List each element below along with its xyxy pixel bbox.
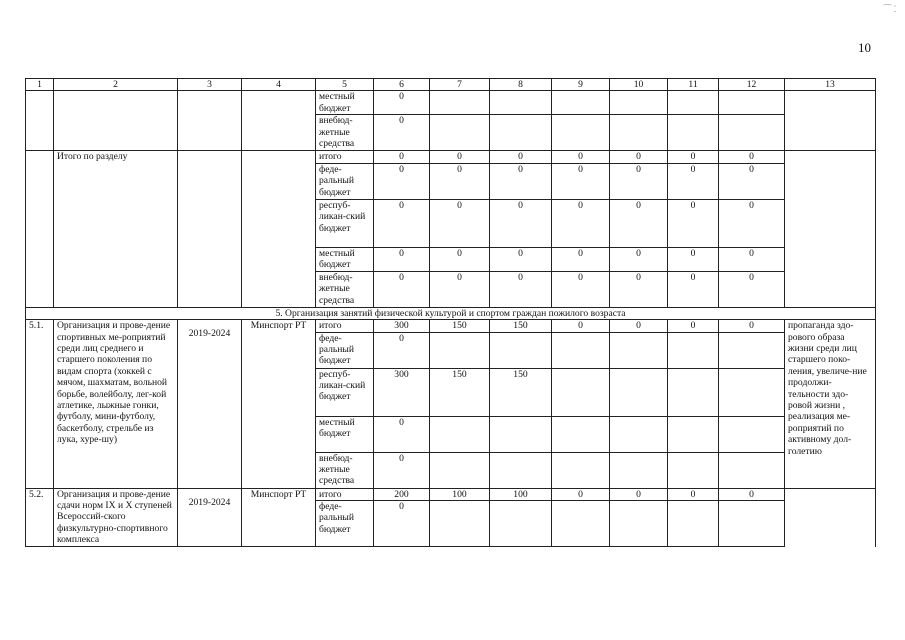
value-cell: 0 [719, 163, 785, 199]
value-cell: 0 [668, 320, 719, 332]
value-cell: 0 [374, 163, 430, 199]
section-title: 5. Организация занятий физической культурой и спортом граждан пожилого возраста [26, 307, 876, 319]
value-cell: 0 [374, 91, 430, 115]
value-cell: 0 [490, 163, 552, 199]
value-cell: 0 [430, 271, 490, 307]
value-cell: 0 [668, 199, 719, 247]
funding-source-label: местный бюджет [316, 416, 374, 452]
item-executor: Минспорт РТ [242, 320, 316, 488]
value-cell: 0 [610, 320, 668, 332]
value-cell: 0 [374, 452, 430, 488]
value-cell: 0 [490, 271, 552, 307]
column-number: 4 [242, 79, 316, 91]
value-cell: 0 [610, 151, 668, 163]
item-period: 2019-2024 [178, 320, 242, 488]
value-cell: 0 [490, 247, 552, 271]
value-cell: 0 [490, 151, 552, 163]
value-cell: 0 [610, 163, 668, 199]
funding-source-label: респуб-ликан-ский бюджет [316, 199, 374, 247]
funding-source-label: местный бюджет [316, 91, 374, 115]
value-cell: 0 [430, 151, 490, 163]
funding-source-label: феде-ральный бюджет [316, 163, 374, 199]
value-cell: 0 [719, 488, 785, 500]
value-cell: 0 [552, 151, 610, 163]
value-cell: 0 [552, 247, 610, 271]
value-cell: 150 [490, 320, 552, 332]
value-cell: 0 [552, 271, 610, 307]
funding-source-label: итого [316, 320, 374, 332]
value-cell: 0 [610, 199, 668, 247]
value-cell: 0 [719, 320, 785, 332]
table-header-row [26, 79, 876, 91]
column-number: 7 [430, 79, 490, 91]
value-cell: 0 [719, 151, 785, 163]
value-cell: 0 [374, 332, 430, 368]
column-number: 6 [374, 79, 430, 91]
column-number: 12 [719, 79, 785, 91]
funding-source-label: феде-ральный бюджет [316, 332, 374, 368]
funding-source-label: респуб-ликан-ский бюджет [316, 368, 374, 416]
value-cell: 0 [610, 488, 668, 500]
value-cell: 0 [668, 271, 719, 307]
value-cell: 0 [552, 488, 610, 500]
value-cell: 0 [719, 247, 785, 271]
item-name: Организация и прове-дение спортивных ме-роприятий среди лиц среднего и старшего поколения по видам спорта (хоккей с мячом, шахматам, вольной борьбе, волейболу, лег-кой атлетике, лыжные гонки, футболу, мини-футболу, баскетболу, стрельбе из лука, хуре-шу) [54, 320, 178, 488]
item-number: 5.2. [26, 488, 54, 546]
value-cell: 0 [719, 271, 785, 307]
column-number: 10 [610, 79, 668, 91]
table-row [26, 91, 876, 115]
funding-source-label: итого [316, 488, 374, 500]
value-cell: 0 [668, 163, 719, 199]
column-number: 8 [490, 79, 552, 91]
value-cell: 0 [668, 488, 719, 500]
page-number: 10 [858, 40, 871, 55]
value-cell: 100 [490, 488, 552, 500]
column-number: 11 [668, 79, 719, 91]
corner-mark: ⁀ ⁚ [884, 4, 897, 14]
value-cell: 200 [374, 488, 430, 500]
value-cell: 0 [430, 247, 490, 271]
value-cell: 300 [374, 320, 430, 332]
value-cell: 0 [552, 199, 610, 247]
item-number: 5.1. [26, 320, 54, 488]
value-cell: 0 [719, 199, 785, 247]
value-cell: 100 [430, 488, 490, 500]
funding-source-label: местный бюджет [316, 247, 374, 271]
item-executor: Минспорт РТ [242, 488, 316, 546]
column-number: 9 [552, 79, 610, 91]
value-cell: 0 [552, 163, 610, 199]
value-cell: 0 [610, 271, 668, 307]
item-name: Организация и прове-дение сдачи норм IX и X ступеней Всероссий-ского физкультурно-спортивного комплекса [54, 488, 178, 546]
value-cell: 150 [430, 320, 490, 332]
value-cell: 150 [490, 368, 552, 416]
value-cell: 0 [374, 501, 430, 547]
funding-source-label: внебюд-жетные средства [316, 115, 374, 151]
item-period: 2019-2024 [178, 488, 242, 546]
value-cell: 0 [490, 199, 552, 247]
value-cell: 0 [374, 247, 430, 271]
funding-source-label: внебюд-жетные средства [316, 271, 374, 307]
value-cell: 300 [374, 368, 430, 416]
value-cell: 0 [374, 416, 430, 452]
value-cell: 0 [668, 247, 719, 271]
subtotal-label: Итого по разделу [54, 151, 178, 307]
item-expected-result: пропаганда здо-рового образа жизни среди лиц старшего поко-ления, увеличе-ние продолжи-тельности здо-ровой жизни , реализация ме-роприятий по активному дол-голетию [785, 320, 876, 488]
funding-source-label: феде-ральный бюджет [316, 501, 374, 547]
value-cell: 0 [610, 247, 668, 271]
funding-source-label: итого [316, 151, 374, 163]
program-table [25, 78, 876, 547]
value-cell: 0 [374, 115, 430, 151]
value-cell: 150 [430, 368, 490, 416]
column-number: 3 [178, 79, 242, 91]
value-cell: 0 [430, 199, 490, 247]
value-cell: 0 [374, 271, 430, 307]
table-row [26, 320, 876, 332]
value-cell: 0 [374, 199, 430, 247]
table-row [26, 151, 876, 163]
section-heading-row [26, 307, 876, 319]
table-row [26, 488, 876, 500]
value-cell: 0 [374, 151, 430, 163]
funding-source-label: внебюд-жетные средства [316, 452, 374, 488]
column-number: 5 [316, 79, 374, 91]
column-number: 13 [785, 79, 876, 91]
value-cell: 0 [430, 163, 490, 199]
value-cell: 0 [552, 320, 610, 332]
value-cell: 0 [668, 151, 719, 163]
column-number: 2 [54, 79, 178, 91]
column-number: 1 [26, 79, 54, 91]
